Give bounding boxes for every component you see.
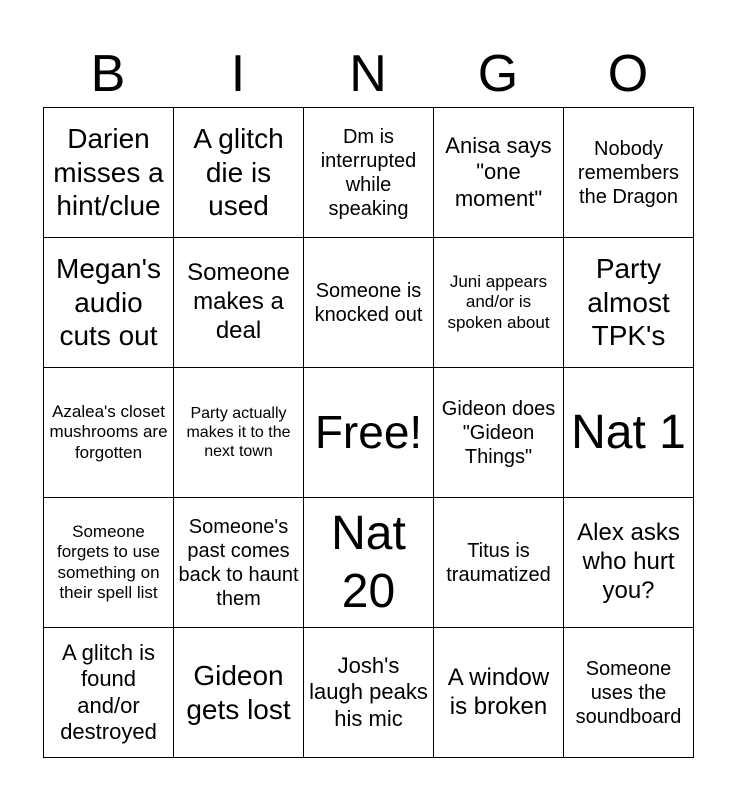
bingo-board bbox=[43, 107, 694, 758]
board-row bbox=[44, 628, 694, 758]
cell-text: Party almost TPK's bbox=[587, 253, 670, 352]
bingo-cell[interactable] bbox=[44, 498, 174, 628]
cell-text: A window is broken bbox=[447, 663, 550, 720]
cell-text: A glitch die is used bbox=[193, 123, 284, 222]
cell-text: Free! bbox=[314, 405, 423, 458]
bingo-cell[interactable] bbox=[44, 238, 174, 368]
cell-text: Someone is knocked out bbox=[314, 279, 423, 326]
bingo-cell[interactable] bbox=[44, 368, 174, 498]
cell-text: Nat 1 bbox=[571, 405, 686, 459]
cell-text: Azalea's closet mushrooms are forgotten bbox=[49, 401, 168, 462]
bingo-cell[interactable] bbox=[564, 498, 694, 628]
bingo-cell[interactable] bbox=[434, 498, 564, 628]
board-row bbox=[44, 498, 694, 628]
bingo-cell[interactable] bbox=[434, 238, 564, 368]
header-letter-n: N bbox=[349, 45, 387, 103]
cell-text: Anisa says "one moment" bbox=[445, 132, 552, 211]
cell-text: Nobody remembers the Dragon bbox=[577, 137, 680, 208]
cell-text: Gideon does "Gideon Things" bbox=[441, 397, 556, 468]
bingo-cell[interactable] bbox=[434, 368, 564, 498]
cell-text: Gideon gets lost bbox=[186, 659, 291, 725]
bingo-cell[interactable] bbox=[174, 628, 304, 758]
header-letter-b: B bbox=[90, 45, 126, 103]
bingo-cell[interactable] bbox=[174, 108, 304, 238]
header-letter-g: G bbox=[477, 45, 519, 103]
bingo-cell[interactable] bbox=[434, 628, 564, 758]
cell-text: Someone makes a deal bbox=[187, 259, 290, 344]
bingo-cell[interactable] bbox=[304, 108, 434, 238]
cell-text: Someone uses the soundboard bbox=[575, 657, 682, 728]
bingo-cell[interactable] bbox=[174, 368, 304, 498]
bingo-cell[interactable] bbox=[44, 108, 174, 238]
bingo-cell[interactable] bbox=[304, 498, 434, 628]
cell-text: Juni appears and/or is spoken about bbox=[447, 271, 550, 332]
board-row bbox=[44, 238, 694, 368]
board-row bbox=[44, 108, 694, 238]
cell-text: Darien misses a hint/clue bbox=[53, 123, 164, 222]
free-space-cell[interactable] bbox=[304, 368, 434, 498]
bingo-cell[interactable] bbox=[564, 108, 694, 238]
bingo-header bbox=[43, 40, 693, 108]
header-letter-i: I bbox=[230, 45, 246, 103]
cell-text: Titus is traumatized bbox=[446, 539, 551, 586]
board-row bbox=[44, 368, 694, 498]
bingo-cell[interactable] bbox=[304, 628, 434, 758]
bingo-cell[interactable] bbox=[434, 108, 564, 238]
cell-text: Josh's laugh peaks his mic bbox=[309, 652, 428, 731]
cell-text: Party actually makes it to the next town bbox=[186, 404, 291, 461]
bingo-cell[interactable] bbox=[304, 238, 434, 368]
cell-text: Someone forgets to use something on their spell list bbox=[56, 521, 160, 602]
header-letter-o: O bbox=[607, 45, 649, 103]
bingo-cell[interactable] bbox=[564, 368, 694, 498]
cell-text: Megan's audio cuts out bbox=[56, 253, 161, 352]
cell-text: Someone's past comes back to haunt them bbox=[178, 515, 299, 610]
bingo-cell[interactable] bbox=[174, 238, 304, 368]
bingo-cell[interactable] bbox=[44, 628, 174, 758]
cell-text: Nat 20 bbox=[331, 506, 406, 618]
cell-text: Dm is interrupted while speaking bbox=[320, 125, 417, 220]
bingo-cell[interactable] bbox=[174, 498, 304, 628]
cell-text: A glitch is found and/or destroyed bbox=[60, 639, 157, 744]
bingo-cell[interactable] bbox=[564, 238, 694, 368]
cell-text: Alex asks who hurt you? bbox=[577, 519, 680, 604]
bingo-cell[interactable] bbox=[564, 628, 694, 758]
